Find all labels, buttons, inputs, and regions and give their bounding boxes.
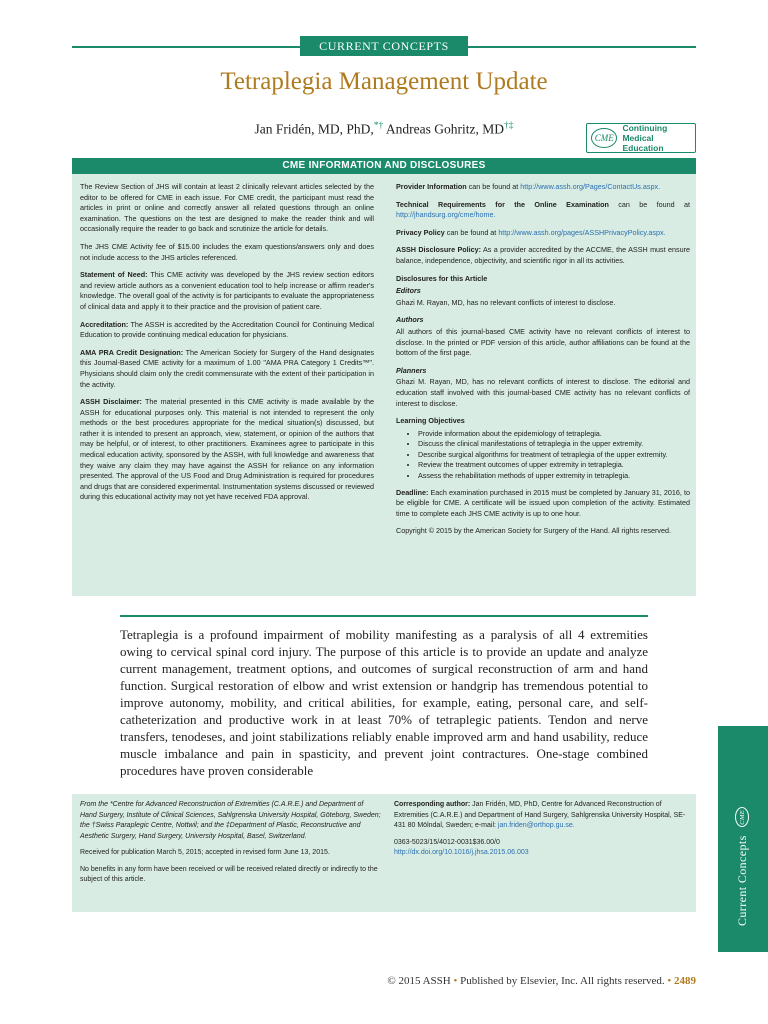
author-1: Jan Fridén, MD, PhD,	[254, 121, 374, 137]
abstract-rule	[120, 615, 648, 617]
author-2-affiliation-marks[interactable]: †‡	[504, 121, 514, 131]
side-tab	[718, 726, 768, 952]
technical-requirements	[396, 200, 690, 221]
cme-badge	[586, 123, 696, 153]
issn: 0363-5023/15/4012-0031$36.00/0	[394, 838, 500, 846]
need-label: Statement of Need:	[80, 270, 148, 280]
cme-box-heading: CME INFORMATION AND DISCLOSURES	[72, 158, 696, 174]
assh-policy-text: As a provider accredited by the ACCME, the ASSH must ensure balance, independence, objectivity, and scientific rigor in all its activities.	[396, 245, 690, 265]
cme-left-column	[80, 182, 374, 510]
ama-text: The American Society for Surgery of the Hand designates this Journal-Based CME activity for a maximum of 1.00 "AMA PRA Category 1 Credits™". Physicians should claim only the credit commensurate with the extent of their participation in the activity.	[80, 347, 374, 389]
side-tab-label-wrap	[732, 706, 752, 926]
privacy-policy	[396, 228, 690, 239]
cme-logo-icon: CME	[591, 128, 617, 148]
editors-text: Ghazi M. Rayan, MD, has no relevant conflicts of interest to disclose.	[396, 297, 616, 307]
section-tag: CURRENT CONCEPTS	[300, 36, 468, 56]
author-1-affiliation-marks[interactable]: *†	[373, 121, 384, 131]
received-dates: Received for publication March 5, 2015; accepted in revised form June 13, 2015.	[80, 849, 330, 856]
provider-info	[396, 182, 690, 193]
objective-item: • Assess the rehabilitation methods of upper extremity in tetraplegia.	[418, 471, 690, 482]
cme-side-icon: CME	[735, 807, 749, 827]
disclaimer-label: ASSH Disclaimer:	[80, 397, 142, 407]
disclosures-heading	[396, 274, 690, 285]
abstract-text: Tetraplegia is a profound impairment of mobility manifesting as a paralysis of all 4 extremities owing to cervical spinal cord injury. The purpose of this article is to provide an update and analyze current management, treatment options, and outcomes of surgical reconstruction of arm and hand function. Surgical restoration of elbow and wrist extension or handgrip has tremendous potential to improve autonomy, mobility, and critical abilities, for example, eating, personal care, and self-catheterization and productive work in at least 70% of tetraplegic patients. Tendon and nerve transfers, tenodeses, and joint stabilizations reliably enable improved arm and hand usability, reduce muscle imbalance and pain in spasticity, and prevent joint contractures. One-stage combined procedures have proven considerable	[120, 627, 648, 778]
disclaimer-text: The material presented in this CME activity is made available by the ASSH for educational purposes only. This material is not intended to represent the only methods or the best procedures appropriate for the medical situation(s) discussed, but rather it is intended to present an approach, view, statement, or opinion of the authors that may be helpful, or of interest, to other practitioners. Examinees agree to participate in this medical education activity, sponsored by the ASSH, with full knowledge and awareness that they waive any claim they may have against the ASSH for reliance on any information presented. The approval of the US Food and Drug Administration is required for procedures and drugs that are considered experimental. Instrumentation systems discussed or reviewed during this educational activity may not yet have received FDA approval.	[80, 397, 375, 502]
statement-of-need	[80, 270, 374, 312]
need-text: This CME activity was developed by the JHS review section editors and review article authors as a convenient education tool to help increase or affirm reader's knowledge. The overall goal of the activity is for participants to evaluate the appropriateness of clinical data and apply it to their practice and the provision of patient care.	[80, 270, 374, 311]
side-tab-label: Current Concepts	[734, 835, 749, 926]
assh-disclosure-policy	[396, 245, 690, 266]
cme-copyright: Copyright © 2015 by the American Society for Surgery of the Hand. All rights reserved.	[396, 526, 671, 536]
provider-label: Provider Information	[396, 182, 467, 191]
benefits-statement: No benefits in any form have been received or will be received related directly or indirectly to the subject of this article.	[80, 865, 378, 883]
planners-heading: Planners	[396, 365, 427, 375]
corr-label: Corresponding author:	[394, 801, 471, 808]
ama-label: AMA PRA Credit Designation:	[80, 347, 184, 357]
accred-text: The ASSH is accredited by the Accreditation Council for Continuing Medical Education to provide continuing medical education for physicians.	[80, 319, 374, 340]
cme-info-box	[72, 158, 696, 596]
cme-badge-label	[622, 123, 691, 153]
corr-email-link[interactable]: jan.friden@orthop.gu.se.	[497, 822, 575, 829]
corr-text: Jan Fridén, MD, PhD, Centre for Advanced Reconstruction of Extremities (C.A.R.E.) and Department of Hand Surgery, Sahlgrenska University Hospital, SE-431 80 Mölndal, Sweden; e-mail:	[394, 801, 686, 829]
ama-credit-designation	[80, 348, 374, 390]
author-2: Andreas Gohritz, MD	[385, 121, 504, 137]
affiliations: From the *Centre for Advanced Reconstruction of Extremities (C.A.R.E.) and Department of Hand Surgery, Institute of Clinical Sciences, Sahlgrenska University Hospital, Göteborg, Sweden; the †Swiss Paraplegic Centre, Nottwil; and the ‡Department of Plastic, Reconstructive and Aesthetic Surgery, Hand Surgery, University Hospital, Basel, Switzerland.	[80, 801, 381, 840]
page-footer	[0, 975, 696, 987]
deadline	[396, 488, 690, 520]
tech-label: Technical Requirements for the Online Examination	[396, 199, 609, 209]
objectives-heading-text: Learning Objectives	[396, 416, 465, 426]
objectives-list	[396, 429, 690, 482]
review-section-paragraph: The Review Section of JHS will contain at least 2 clinically relevant articles selected by the editor to be offered for CME in each issue. For CME credit, the participant must read the articles in print or online and correctly answer all related questions through an online examination. The questions on the test are designed to make the reader think and will occasionally require the reader to go back and scrutinize the article for details.	[80, 182, 374, 234]
privacy-label: Privacy Policy	[396, 227, 445, 237]
objective-item: • Review the treatment outcomes of upper extremity in tetraplegia.	[418, 460, 690, 471]
objective-item: • Describe surgical algorithms for treatment of tetraplegia of the upper extremity.	[418, 450, 690, 461]
privacy-text: can be found at	[444, 227, 499, 237]
objective-item: • Provide information about the epidemiology of tetraplegia.	[418, 429, 690, 440]
objectives-heading	[396, 416, 690, 427]
doi-link[interactable]: http://dx.doi.org/10.1016/j.jhsa.2015.06.003	[394, 849, 529, 856]
editors-heading: Editors	[396, 286, 421, 296]
accreditation	[80, 320, 374, 341]
disclosures-heading-text: Disclosures for this Article	[396, 273, 488, 283]
cme-label-line-2: Education	[622, 143, 664, 153]
page-number: 2489	[674, 975, 696, 987]
deadline-text: Each examination purchased in 2015 must be completed by January 31, 2016, to be eligible for CME. A certificate will be issued upon completion of the activity. Estimated time to complete each JHS CME activity is up to one hour.	[396, 487, 690, 518]
bullet-separator: •	[453, 975, 458, 987]
fee-paragraph: The JHS CME Activity fee of $15.00 includes the exam questions/answers only and does not include access to the JHS articles referenced.	[80, 241, 374, 262]
footer-publisher: Published by Elsevier, Inc. All rights reserved.	[460, 975, 665, 987]
tech-text: can be found at	[608, 199, 690, 209]
cme-right-column	[396, 182, 690, 544]
footnote-left	[80, 800, 382, 892]
article-title: Tetraplegia Management Update	[220, 68, 548, 95]
provider-link[interactable]: http://www.assh.org/Pages/ContactUs.aspx.	[520, 182, 661, 191]
privacy-link[interactable]: http://www.assh.org/pages/ASSHPrivacyPolicy.aspx.	[498, 227, 666, 237]
bullet-separator: •	[667, 975, 672, 987]
cme-label-line-1: Continuing Medical	[622, 123, 668, 143]
authors-text: All authors of this journal-based CME activity have no relevant conflicts of interest to disclose. In the printed or PDF version of this article, author affiliations can be found at the bottom of the first page.	[396, 326, 690, 358]
provider-text: can be found at	[466, 182, 521, 191]
assh-policy-label: ASSH Disclosure Policy:	[396, 245, 482, 255]
planners-text: Ghazi M. Rayan, MD, has no relevant conflicts of interest to disclose. The editorial and education staff involved with this journal-based CME activity has no relevant conflicts of interest to disclose.	[396, 377, 690, 408]
assh-disclaimer	[80, 397, 374, 503]
tech-link[interactable]: http://jhandsurg.org/cme/home.	[396, 210, 496, 220]
footer-copyright: © 2015 ASSH	[387, 975, 451, 987]
accred-label: Accreditation:	[80, 319, 129, 329]
footnote-right	[394, 800, 690, 865]
deadline-label: Deadline:	[396, 487, 429, 497]
authors-heading: Authors	[396, 315, 424, 325]
corresponding-author	[394, 800, 690, 832]
footnote-box	[72, 794, 696, 912]
objective-item: • Discuss the clinical manifestations of tetraplegia in the upper extremity.	[418, 439, 690, 450]
